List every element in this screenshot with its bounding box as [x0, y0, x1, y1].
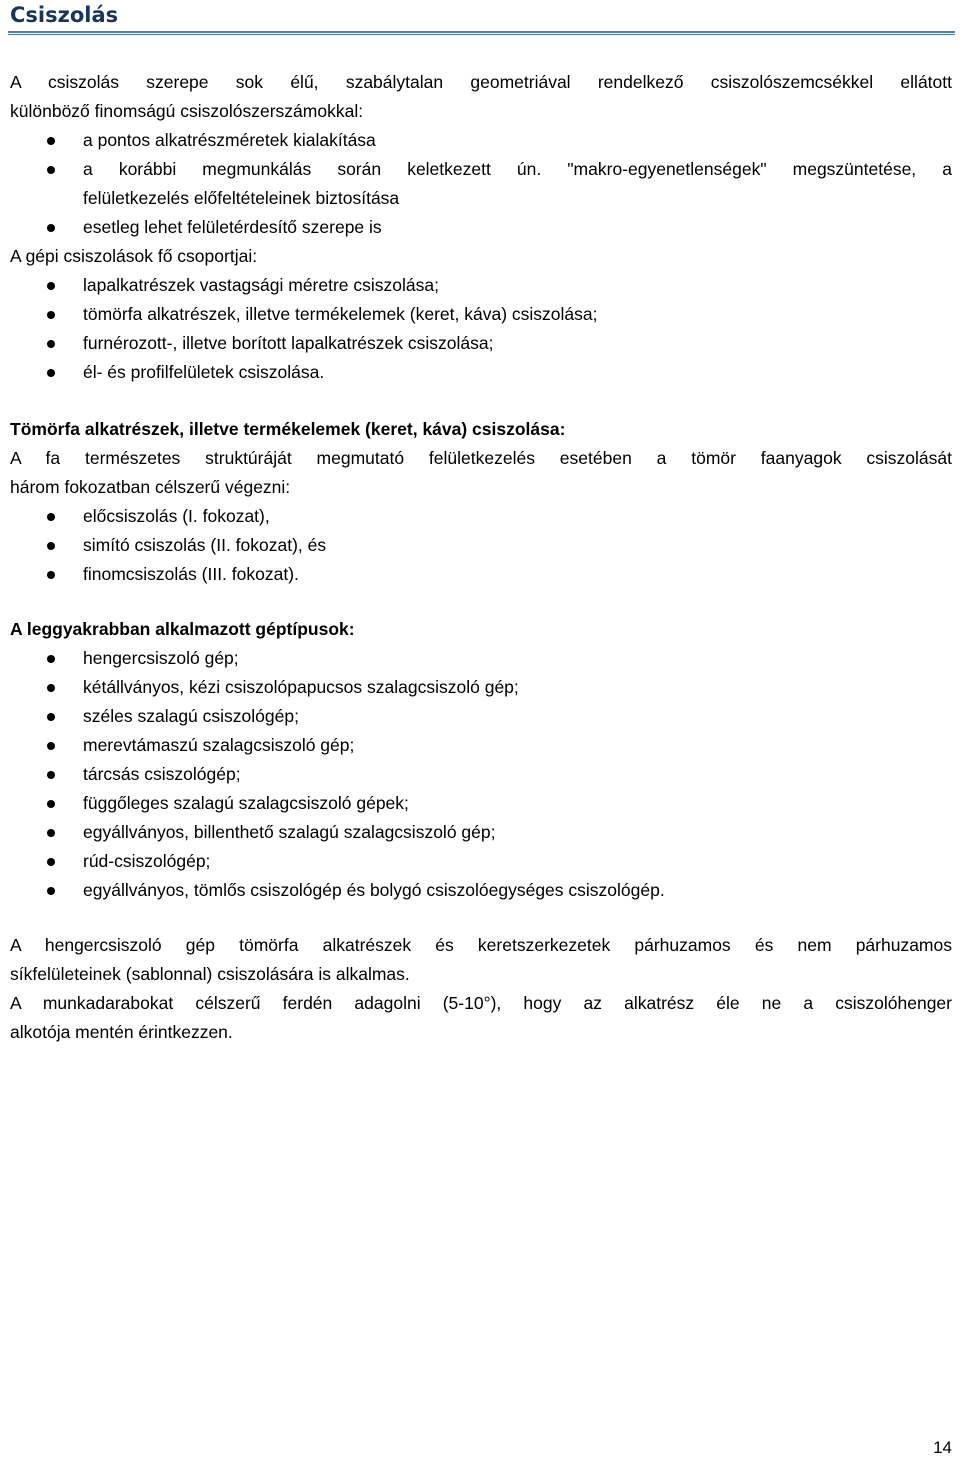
bullet-icon: [47, 742, 55, 750]
bullet-icon: [47, 513, 55, 521]
list-item: rúd-csiszológép;: [10, 847, 952, 876]
bullet-icon: [47, 571, 55, 579]
list-item: merevtámaszú szalagcsiszoló gép;: [10, 731, 952, 760]
bullet-icon: [47, 713, 55, 721]
list-item: simító csiszolás (II. fokozat), és: [10, 531, 952, 560]
grinding-stages-list: [10, 502, 952, 589]
list-item: egyállványos, billenthető szalagú szalagcsiszoló gép;: [10, 818, 952, 847]
list-item: tömörfa alkatrészek, illetve termékelemek (keret, káva) csiszolása;: [10, 300, 952, 329]
list-item: egyállványos, tömlős csiszológép és bolygó csiszolóegységes csiszológép.: [10, 876, 952, 905]
intro-line-1: A csiszolás szerepe sok élű, szabálytalan geometriával rendelkező csiszolószemcsékkel ellátott: [10, 72, 952, 92]
bullet-icon: [47, 137, 55, 145]
bullet-icon: [47, 684, 55, 692]
bullet-icon: [47, 166, 55, 174]
list-item: esetleg lehet felületérdesítő szerepe is: [10, 213, 952, 242]
bullet-icon: [47, 858, 55, 866]
list-item: finomcsiszolás (III. fokozat).: [10, 560, 952, 589]
list-item: a pontos alkatrészméretek kialakítása: [10, 126, 952, 155]
list-item: él- és profilfelületek csiszolása.: [10, 358, 952, 387]
bullet-icon: [47, 369, 55, 377]
list-item: a korábbi megmunkálás során keletkezett ún. "makro-egyenetlenségek" megszüntetése, a felületkezelés előfeltételeinek biztosítása: [10, 155, 952, 213]
list-item: hengercsiszoló gép;: [10, 644, 952, 673]
list-item: lapalkatrészek vastagsági méretre csiszolása;: [10, 271, 952, 300]
intro-line-2: különböző finomságú csiszolószerszámokkal:: [10, 101, 364, 121]
closing-p2-line-2: alkotója mentén érintkezzen.: [10, 1022, 233, 1042]
title-underline: [8, 31, 955, 35]
section-heading-solid-wood: Tömörfa alkatrészek, illetve termékelemek (keret, káva) csiszolása:: [10, 419, 566, 439]
list-item: tárcsás csiszológép;: [10, 760, 952, 789]
bullet-icon: [47, 224, 55, 232]
page-title: Csiszolás: [10, 3, 119, 27]
solid-wood-line-2: három fokozatban célszerű végezni:: [10, 477, 291, 497]
list-item: furnérozott-, illetve borított lapalkatrészek csiszolása;: [10, 329, 952, 358]
section-heading-machines: A leggyakrabban alkalmazott géptípusok:: [10, 619, 355, 639]
page-number: 14: [933, 1438, 952, 1457]
machines-list: [10, 644, 952, 905]
bullet-icon: [47, 542, 55, 550]
list-item: kétállványos, kézi csiszolópapucsos szalagcsiszoló gép;: [10, 673, 952, 702]
document-body: [10, 68, 952, 1047]
solid-wood-line-1: A fa természetes struktúráját megmutató felületkezelés esetében a tömör faanyagok csiszolását: [10, 448, 952, 468]
closing-p1-line-1: A hengercsiszoló gép tömörfa alkatrészek és keretszerkezetek párhuzamos és nem párhuzamos: [10, 935, 952, 955]
list-item: függőleges szalagú szalagcsiszoló gépek;: [10, 789, 952, 818]
groups-list: [10, 271, 952, 387]
bullet-icon: [47, 800, 55, 808]
groups-label: A gépi csiszolások fő csoportjai:: [10, 246, 258, 266]
bullet-icon: [47, 311, 55, 319]
closing-p1-line-2: síkfelületeinek (sablonnal) csiszolására is alkalmas.: [10, 964, 410, 984]
bullet-icon: [47, 340, 55, 348]
bullet-icon: [47, 829, 55, 837]
bullet-icon: [47, 655, 55, 663]
list-item: széles szalagú csiszológép;: [10, 702, 952, 731]
intro-list: [10, 126, 952, 242]
closing-p2-line-1: A munkadarabokat célszerű ferdén adagolni (5-10°), hogy az alkatrész éle ne a csiszolóhenger: [10, 993, 952, 1013]
bullet-icon: [47, 887, 55, 895]
list-item: előcsiszolás (I. fokozat),: [10, 502, 952, 531]
bullet-icon: [47, 282, 55, 290]
bullet-icon: [47, 771, 55, 779]
